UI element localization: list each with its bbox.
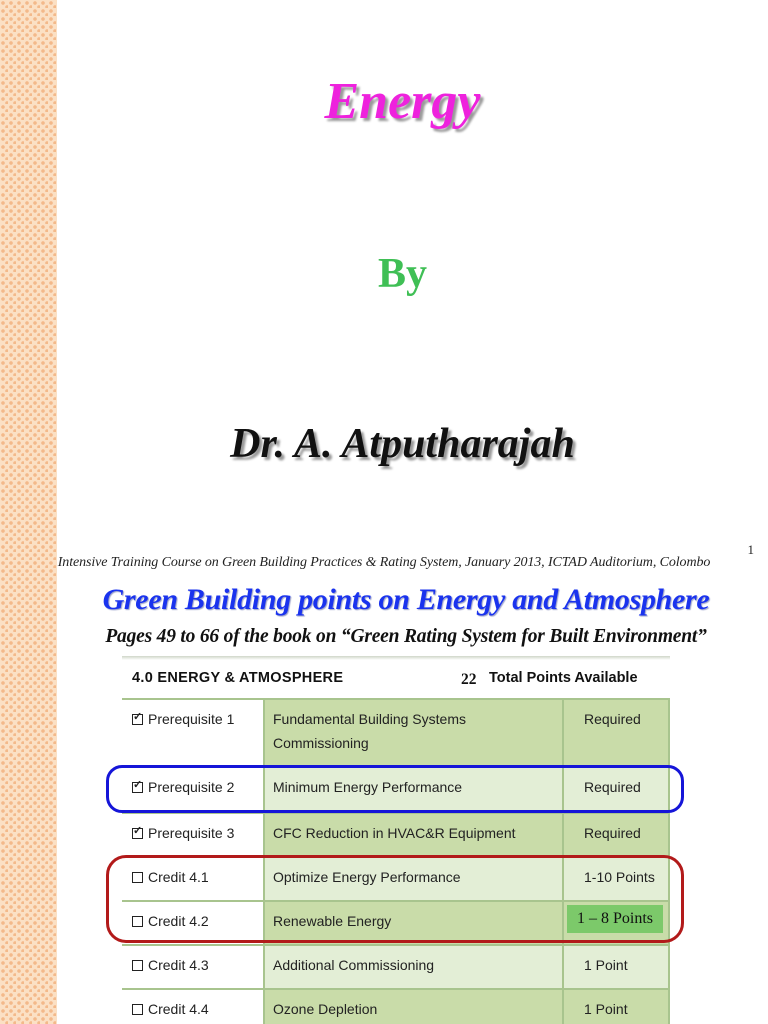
table-row (122, 814, 670, 858)
checked-box-icon (132, 714, 143, 725)
row-points-cell (564, 814, 670, 856)
total-points-value: 22 (461, 671, 477, 688)
row-points-cell (564, 990, 670, 1024)
row-description-line1: Fundamental Building Systems (273, 711, 466, 727)
slide-title: Energy (324, 73, 481, 130)
row-item-cell (122, 814, 263, 856)
blue-highlight-outline (106, 765, 684, 813)
course-footer: Intensive Training Course on Green Building Practices & Rating System, January 2013, ICTAD Auditorium, Colombo (57, 555, 711, 570)
table-row (122, 990, 670, 1024)
row-description: Ozone Depletion (273, 1001, 378, 1017)
row-item-label: Prerequisite 2 (148, 779, 235, 795)
row-points: Required (584, 779, 641, 795)
row-points: 1-10 Points (584, 869, 655, 885)
table-row (122, 700, 670, 768)
table-row (122, 946, 670, 990)
section-subheading: Pages 49 to 66 of the book on “Green Rating System for Built Environment” (105, 626, 707, 647)
row-item-label: Prerequisite 3 (148, 825, 235, 841)
row-item-label: Credit 4.3 (148, 957, 209, 973)
row-item-label: Credit 4.1 (148, 869, 209, 885)
row-description-line2: Commissioning (273, 735, 369, 751)
row-description: Optimize Energy Performance (273, 869, 461, 885)
author-name: Dr. A. Atputharajah (230, 421, 575, 467)
row-description-cell (263, 990, 564, 1024)
row-item-cell (122, 700, 263, 766)
row-description-cell (263, 946, 564, 988)
unchecked-box-icon (132, 960, 143, 971)
row-description: Minimum Energy Performance (273, 779, 463, 795)
row-item-label: Credit 4.2 (148, 913, 209, 929)
section-heading: Green Building points on Energy and Atmosphere (102, 583, 710, 616)
row-points: Required (584, 711, 641, 727)
row-points: Required (584, 825, 641, 841)
points-table (122, 656, 670, 1024)
row-item-cell (122, 990, 263, 1024)
row-description: CFC Reduction in HVAC&R Equipment (273, 825, 516, 841)
row-points-cell (564, 946, 670, 988)
checked-box-icon (132, 828, 143, 839)
row-item-label: Prerequisite 1 (148, 711, 235, 727)
table-header (122, 660, 670, 700)
decorative-side-strip (0, 0, 57, 1024)
row-points: 1 Point (584, 1001, 628, 1017)
points-badge: 1 – 8 Points (567, 905, 663, 933)
row-description-cell (263, 814, 564, 856)
table-title: 4.0 ENERGY & ATMOSPHERE (132, 670, 344, 686)
red-highlight-outline (106, 855, 684, 943)
total-points-label: Total Points Available (489, 670, 638, 686)
unchecked-box-icon (132, 1004, 143, 1015)
row-description: Additional Commissioning (273, 957, 435, 973)
row-description: Renewable Energy (273, 913, 392, 929)
row-description-cell (263, 700, 564, 766)
row-item-label: Credit 4.4 (148, 1001, 209, 1017)
row-points: 1 Point (584, 957, 628, 973)
row-item-cell (122, 946, 263, 988)
page-number: 1 (747, 542, 754, 557)
row-points-cell (564, 700, 670, 766)
by-label: By (377, 251, 427, 297)
